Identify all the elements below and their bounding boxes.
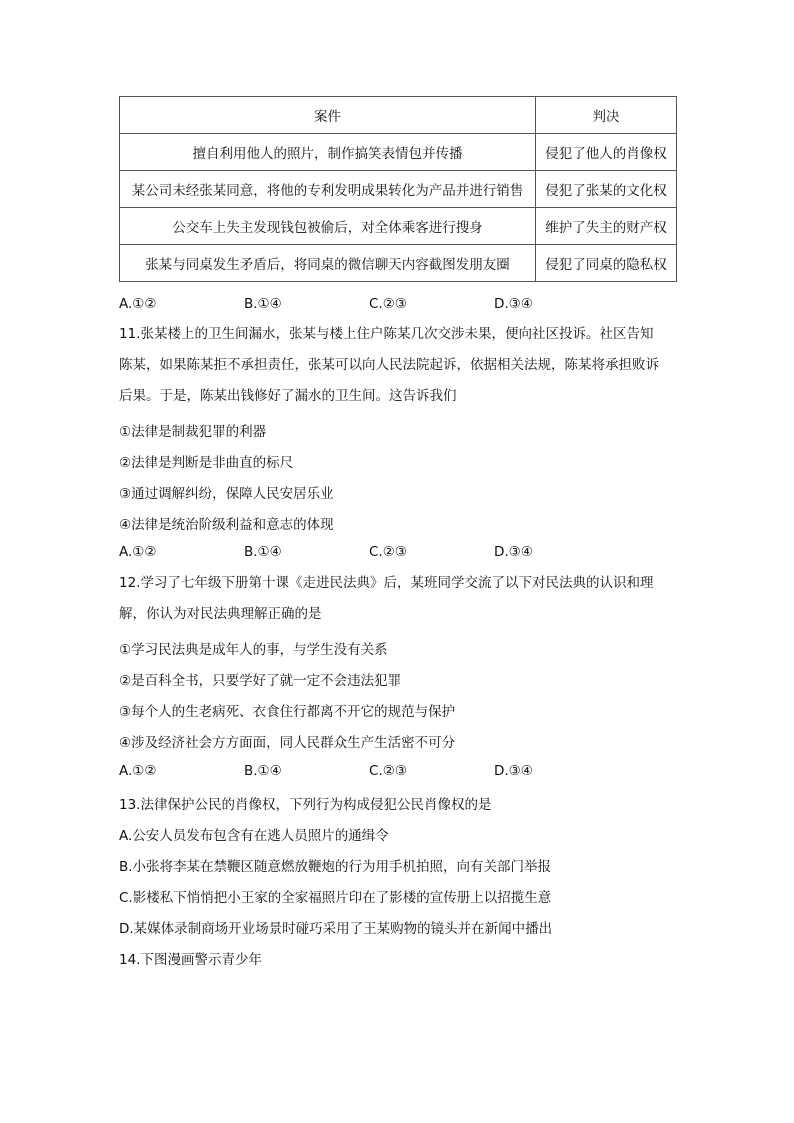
q10-option-c: C.②③ [369, 296, 407, 312]
q11-stem [119, 319, 679, 412]
table-row [120, 245, 677, 282]
q11-option-c: C.②③ [369, 544, 407, 560]
table-cell-judgment: 侵犯了张某的文化权 [536, 171, 677, 208]
q13-option-b: B.小张将李某在禁鞭区随意燃放鞭炮的行为用手机拍照，向有关部门举报 [119, 859, 552, 875]
q12-statement-1: ①学习民法典是成年人的事，与学生没有关系 [119, 642, 388, 658]
table-header-case: 案件 [120, 97, 536, 134]
table-cell-case: 张某与同桌发生矛盾后，将同桌的微信聊天内容截图发朋友圈 [120, 245, 536, 282]
table-cell-judgment: 侵犯了他人的肖像权 [536, 134, 677, 171]
table-cell-case: 擅自利用他人的照片，制作搞笑表情包并传播 [120, 134, 536, 171]
q12-statement-3: ③每个人的生老病死、衣食住行都离不开它的规范与保护 [119, 704, 456, 720]
q11-stem-line: 陈某，如果陈某拒不承担责任，张某可以向人民法院起诉，依据相关法规，陈某将承担败诉 [119, 357, 659, 373]
q11-statement-2: ②法律是判断是非曲直的标尺 [119, 455, 294, 471]
q10-option-d: D.③④ [494, 296, 533, 312]
q12-stem [119, 568, 679, 630]
q10-option-a: A.①② [119, 296, 157, 312]
table-header-row [120, 97, 677, 134]
q11-stem-line: 后果。于是，陈某出钱修好了漏水的卫生间。这告诉我们 [119, 388, 457, 404]
table-row [120, 208, 677, 245]
q13-option-c: C.影楼私下悄悄把小王家的全家福照片印在了影楼的宣传册上以招揽生意 [119, 890, 552, 906]
table-cell-case: 某公司未经张某同意，将他的专利发明成果转化为产品并进行销售 [120, 171, 536, 208]
table-cell-judgment: 侵犯了同桌的隐私权 [536, 245, 677, 282]
q11-options [119, 544, 679, 564]
q12-option-a: A.①② [119, 763, 157, 779]
q13-option-d: D.某媒体录制商场开业场景时碰巧采用了王某购物的镜头并在新闻中播出 [119, 921, 553, 937]
q12-option-c: C.②③ [369, 763, 407, 779]
q12-statement-2: ②是百科全书，只要学好了就一定不会违法犯罪 [119, 673, 402, 689]
table-header-judgment: 判决 [536, 97, 677, 134]
q11-statement-1: ①法律是制裁犯罪的利器 [119, 424, 267, 440]
case-judgment-table [119, 96, 677, 282]
q12-options [119, 763, 679, 783]
q10-option-b: B.①④ [244, 296, 282, 312]
table-row [120, 134, 677, 171]
q11-statement-3: ③通过调解纠纷，保障人民安居乐业 [119, 486, 334, 502]
q12-stem-line: 解，你认为对民法典理解正确的是 [119, 606, 322, 622]
q12-statement-4: ④涉及经济社会方方面面，同人民群众生产生活密不可分 [119, 735, 456, 751]
q13-stem: 13.法律保护公民的肖像权，下列行为构成侵犯公民肖像权的是 [119, 797, 492, 813]
q13-option-a: A.公安人员发布包含有在逃人员照片的通缉令 [119, 828, 389, 844]
q12-stem-line: 12.学习了七年级下册第十课《走进民法典》后，某班同学交流了以下对民法典的认识和理 [119, 575, 654, 591]
table-cell-judgment: 维护了失主的财产权 [536, 208, 677, 245]
q11-statement-4: ④法律是统治阶级利益和意志的体现 [119, 517, 334, 533]
table-row [120, 171, 677, 208]
q10-options [119, 296, 679, 316]
q11-option-d: D.③④ [494, 544, 533, 560]
q12-option-d: D.③④ [494, 763, 533, 779]
q11-stem-line: 11.张某楼上的卫生间漏水，张某与楼上住户陈某几次交涉未果，便向社区投诉。社区告知 [119, 326, 654, 342]
q12-option-b: B.①④ [244, 763, 282, 779]
q11-option-b: B.①④ [244, 544, 282, 560]
q14-stem: 14.下图漫画警示青少年 [119, 952, 262, 968]
table-cell-case: 公交车上失主发现钱包被偷后，对全体乘客进行搜身 [120, 208, 536, 245]
q11-option-a: A.①② [119, 544, 157, 560]
